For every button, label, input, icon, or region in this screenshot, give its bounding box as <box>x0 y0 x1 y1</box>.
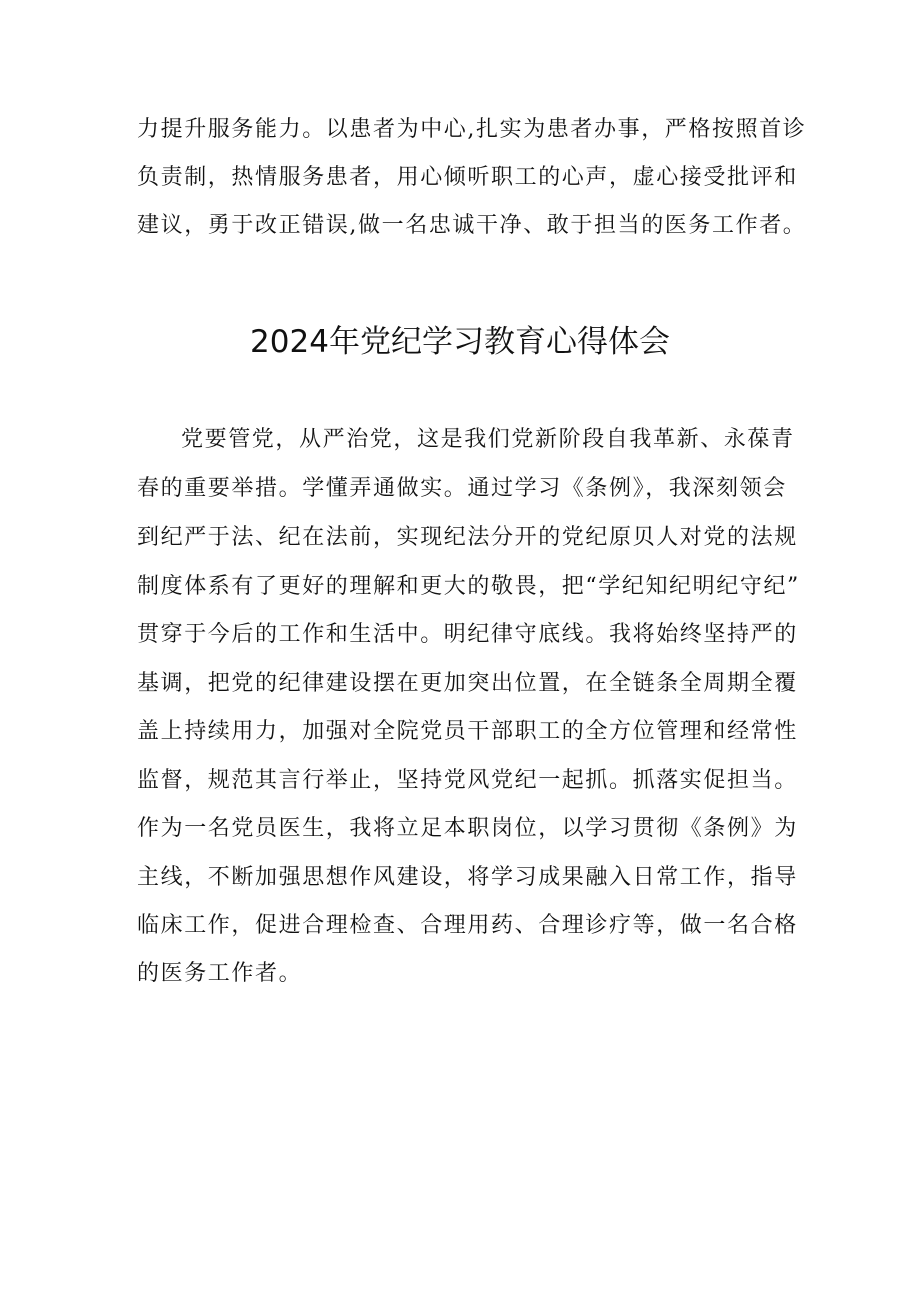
paragraph-line: 力提升服务能力。以患者为中心,扎实为患者办事，严格按照首诊 <box>137 117 807 142</box>
paragraph-line: 建议，勇于改正错误,做一名忠诚干净、敢于担当的医务工作者。 <box>137 213 807 238</box>
paragraph-line: 春的重要举措。学懂弄通做实。通过学习《条例》，我深刻领会 <box>137 476 787 501</box>
paragraph-line: 的医务工作者。 <box>137 961 303 986</box>
paragraph-line: 主线，不断加强思想作风建设，将学习成果融入日常工作，指导 <box>137 865 798 890</box>
paragraph-line: 作为一名党员医生，我将立足本职岗位，以学习贯彻《条例》为 <box>137 816 798 841</box>
paragraph-line: 党要管党，从严治党，这是我们党新阶段自我革新、永葆青 <box>181 427 795 452</box>
paragraph-line: 制度体系有了更好的理解和更大的敬畏，把“学纪知纪明纪守纪” <box>137 574 800 599</box>
paragraph-line: 到纪严于法、纪在法前，实现纪法分开的党纪原贝人对党的法规 <box>137 525 798 550</box>
article-title: 2024年党纪学习教育心得体会 <box>250 324 670 360</box>
paragraph-line: 临床工作，促进合理检查、合理用药、合理诊疗等，做一名合格 <box>137 913 798 938</box>
paragraph-line: 监督，规范其言行举止，坚持党风党纪一起抓。抓落实促担当。 <box>137 768 798 793</box>
paragraph-line: 盖上持续用力，加强对全院党员干部职工的全方位管理和经常性 <box>137 719 798 744</box>
paragraph-line: 负责制，热情服务患者，用心倾听职工的心声，虚心接受批评和 <box>137 165 798 190</box>
paragraph-line: 贯穿于今后的工作和生活中。明纪律守底线。我将始终坚持严的 <box>137 622 798 647</box>
paragraph-line: 基调，把党的纪律建设摆在更加突出位置，在全链条全周期全覆 <box>137 671 798 696</box>
